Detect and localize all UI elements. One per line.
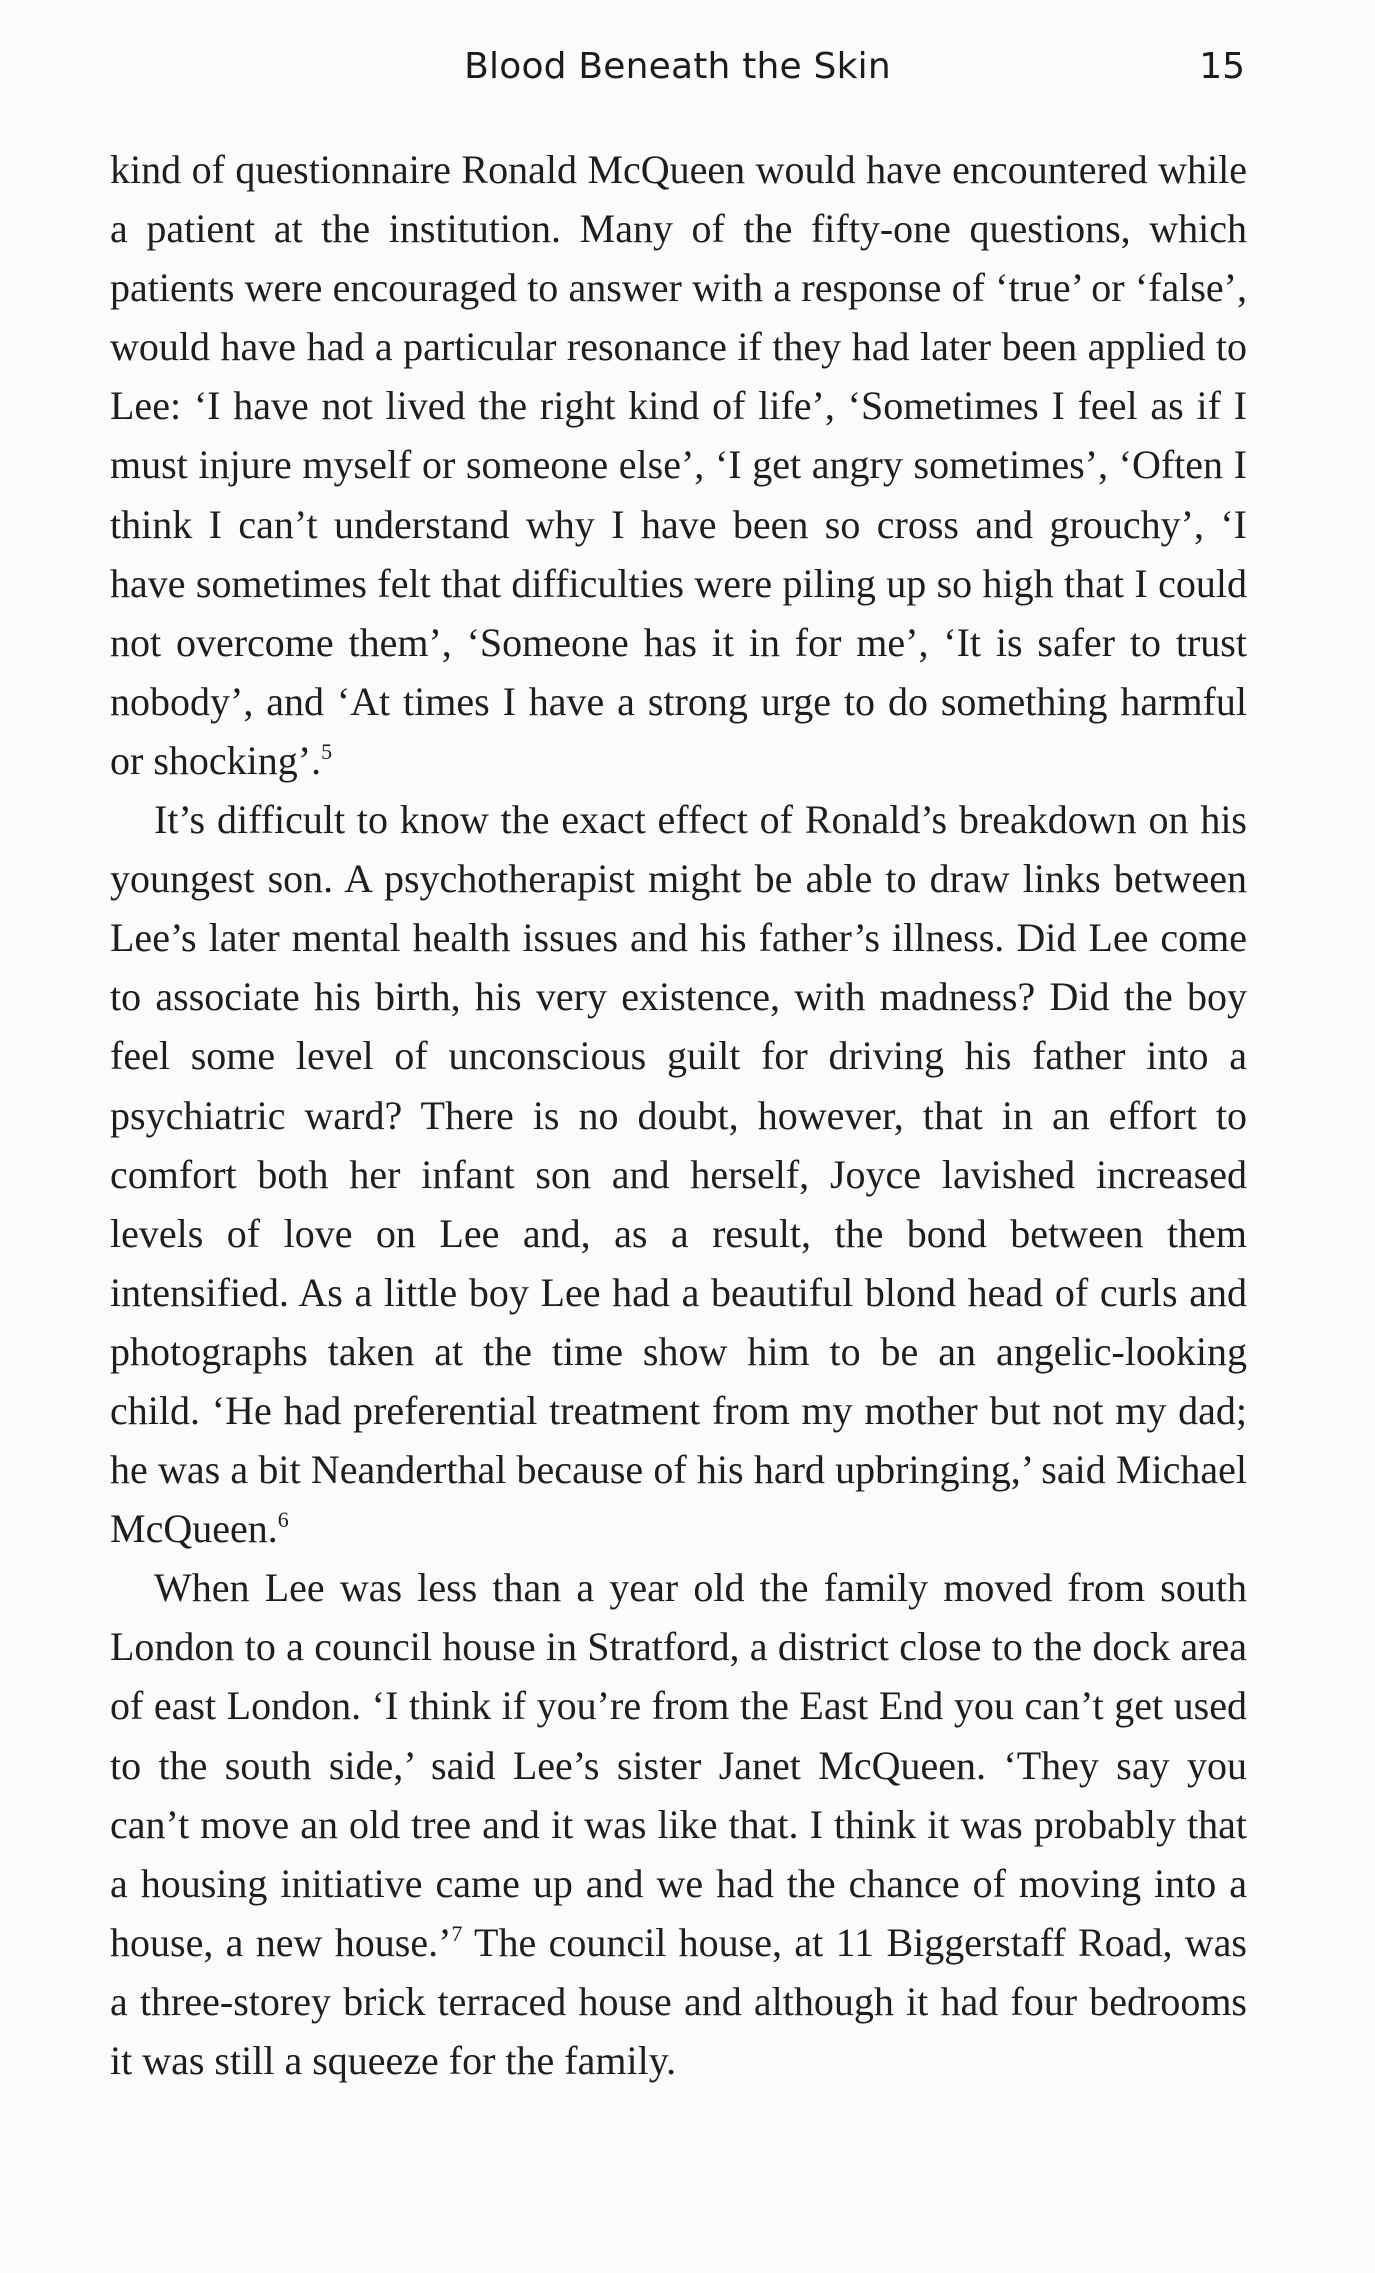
paragraph-3-text-a: When Lee was less than a year old the family moved from south London to a council house in Stratford, a district close to the dock area of east London. ‘I think if you’re from the East End you can’t get used to the south side,’ said Lee’s sister Janet McQueen. ‘They say you can’t move an old tree and it was like that. I think it was probably that a housing initiative came up and we had the chance of moving into a house, a new house.’ [110, 1565, 1247, 1965]
book-title: Blood Beneath the Skin [464, 46, 891, 87]
running-head [110, 46, 1245, 100]
paragraph-2-text: It’s difficult to know the exact effect of Ronald’s breakdown on his youngest son. A psychotherapist might be able to draw links between Lee’s later mental health issues and his father’s illness. Did Lee come to associate his birth, his very existence, with madness? Did the boy feel some level of unconscious guilt for driving his father into a psychiatric ward? There is no doubt, however, that in an effort to comfort both her infant son and herself, Joyce lavished increased levels of love on Lee and, as a result, the bond between them intensified. As a little boy Lee had a beautiful blond head of curls and photographs taken at the time show him to be an angelic-looking child. ‘He had preferential treatment from my mother but not my dad; he was a bit Neanderthal because of his hard upbringing,’ said Michael McQueen. [110, 797, 1247, 1552]
paragraph-1-text: kind of questionnaire Ronald McQueen would have encountered while a patient at the institution. Many of the fifty-one questions, which patients were encouraged to answer with a response of ‘true’ or ‘false’, would have had a particular resonance if they had later been applied to Lee: ‘I have not lived the right kind of life’, ‘Sometimes I feel as if I must injure myself or someone else’, ‘I get angry sometimes’, ‘Often I think I can’t understand why I have been so cross and grouchy’, ‘I have sometimes felt that difficulties were piling up so high that I could not overcome them’, ‘Someone has it in for me’, ‘It is safer to trust nobody’, and ‘At times I have a strong urge to do something harmful or shocking’. [110, 147, 1247, 783]
footnote-marker-5: 5 [321, 738, 333, 764]
paragraph-3 [110, 1558, 1247, 2090]
footnote-marker-7: 7 [451, 1920, 463, 1946]
paragraph-3-text-b: The council house, at 11 Biggerstaff Road, was a three-storey brick terraced house and although it had four bedrooms it was still a squeeze for the family. [110, 1919, 1248, 2083]
paragraph-1 [110, 140, 1247, 790]
footnote-marker-6: 6 [277, 1507, 289, 1533]
paragraph-2 [110, 790, 1247, 1558]
body-text [110, 140, 1247, 2090]
page-number: 15 [1199, 46, 1245, 87]
